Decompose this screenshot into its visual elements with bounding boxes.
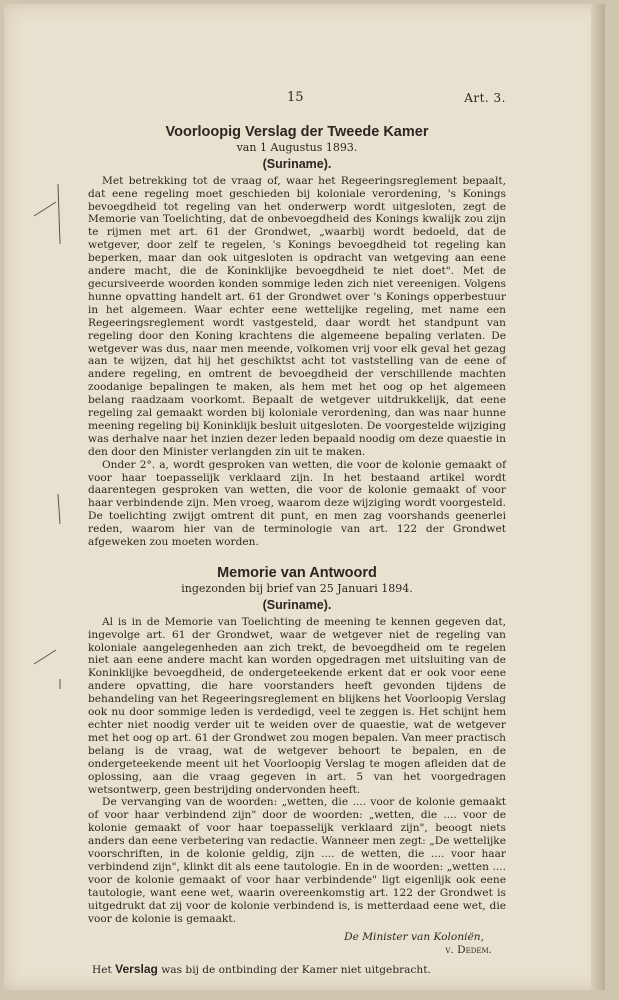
- section1-paragraph-1: Met betrekking tot de vraag of, waar het Regeeringsreglement bepaalt, dat eene regeling moet geschieden bij koloniale verordening, 's Konings bevoegdheid tot regeling van het onderwerp wordt uitgesloten, zegt de Memorie van Toelichting, dat de onbevoegdheid des Konings kwalijk zou zijn te rijmen met art. 61 der Grondwet, „waarbij wordt bedoeld, dat de wetgever, door zelf te regelen, 's Konings bevoegdheid tot regeling kan beperken, maar dan ook uitgesloten is opdracht van wetgeving aan eene andere macht, die de Koninklijke bevoegdheid te niet doet". Met de gecursiveerde woorden konden sommige leden zich niet vereenigen. Volgens hunne opvatting handelt art. 61 der Grondwet over 's Konings opperbestuur in het algemeen. Waar echter eene wettelijke regeling, met name een Regeeringsreglement wordt vastgesteld, daar wordt het standpunt van regeling door den Koning krachtens die algemeene bepaling verlaten. De wetgever was dus, naar men meende, volkomen vrij voor elk geval het gezag aan te wijzen, dat hij het geschiktst acht tot vaststelling van de eene of andere regeling, en omtrent de bevoegdheid der verschillende machten zoodanige bepalingen te maken, als hem met het oog op het algemeen belang raadzaam voorkomt. Bepaalt de wetgever uitdrukkelijk, dat eene regeling zal gemaakt worden bij koloniale verordening, dan was naar hunne meening regeling bij Koninklijk besluit uitgesloten. De voorgestelde wijziging was derhalve naar het inzien dezer leden bepaald noodig om deze quaestie in den door den Minister verlangden zin uit te maken.: [88, 174, 507, 458]
- page-number: 15: [287, 90, 304, 105]
- closing-note-word: Het: [92, 964, 112, 977]
- section2-paragraph-1: Al is in de Memorie van Toelichting de meening te kennen gegeven dat, ingevolge art. 61 der Grondwet, waar de wetgever niet de regeling van koloniale aangelegenheden aan zich trekt, de bevoegdheid om te regelen niet aan eene andere macht kan worden opgedragen met uitsluiting van de Koninklijke bevoegdheid, de ondergeteekende erkent dat er ook voor eene andere opvatting, die hare voorstanders heeft gevonden tijdens de behandeling van het Regeeringsreglement en blijkens het Voorloopig Verslag ook nu door sommige leden is verdedigd, veel te zeggen is. Het schijnt hem echter niet noodig verder uit te weiden over de quaestie, wat de wetgever met het oog op art. 61 der Grondwet zou mogen bepalen. Van meer practisch belang is de vraag, wat de wetgever behoort te bepalen, en de ondergeteekende meent uit het Voorloopig Verslag te mogen afleiden dat de oplossing, aan die vraag gegeven in art. 5 van het voorgedragen wetsontwerp, geen bestrijding ondervonden heeft.: [88, 615, 506, 796]
- article-label: Art. 3.: [464, 91, 506, 105]
- section1-date: van 1 Augustus 1893.: [236, 140, 358, 154]
- document-page: [4, 4, 605, 990]
- section1-title: Voorloopig Verslag der Tweede Kamer: [165, 124, 429, 140]
- closing-note: [88, 963, 506, 977]
- section2-paragraph-2: De vervanging van de woorden: „wetten, die .... voor de kolonie gemaakt of voor haar verbindend zijn" door de woorden: „wetten, die .... voor de kolonie gemaakt of voor haar toepasselijk verklaard zijn", beoogt niets anders dan eene verbetering van redactie. Wanneer men zegt: „De wettelijke voorschriften, in de kolonie geldig, zijn .... de wetten, die .... voor haar verbindend zijn", klinkt dit als eene tautologie. En in de woorden: „wetten .... voor de kolonie gemaakt of voor haar verbindende" ligt eigenlijk ook eene tautologie, want eene wet, waarin overeenkomstig art. 122 der Grondwet is uitgedrukt dat zij voor de kolonie verbindend is, is metterdaad eene wet, die voor de kolonie is gemaakt.: [88, 796, 506, 925]
- signature-title: De Minister van Koloniën,: [344, 931, 484, 944]
- page-content: [88, 92, 506, 977]
- closing-note-bold: Verslag: [115, 962, 158, 977]
- running-header: [88, 92, 506, 116]
- section1-region: (Suriname).: [262, 156, 332, 171]
- closing-note-rest: was bij de ontbinding der Kamer niet uitgebracht.: [161, 964, 431, 977]
- margin-annotation-marks: [26, 174, 66, 694]
- page-spine: [591, 4, 605, 990]
- signature-name: v. Dedem.: [445, 944, 492, 957]
- section2-region: (Suriname).: [262, 597, 332, 612]
- section1-paragraph-2: Onder 2°. a, wordt gesproken van wetten, die voor de kolonie gemaakt of voor haar toepasselijk verklaard zijn. In het bestaand artikel wordt daarentegen gesproken van wetten, die voor de kolonie gemaakt of voor haar verbindende zijn. Men vroeg, waarom deze wijziging wordt voorgesteld. De toelichting zwijgt omtrent dit punt, en men zag voorshands geenerlei reden, waarom hier van de terminologie van art. 122 der Grondwet afgeweken zou moeten worden.: [88, 458, 506, 549]
- section2-date: ingezonden bij brief van 25 Januari 1894.: [181, 581, 413, 595]
- section2-title: Memorie van Antwoord: [217, 565, 377, 581]
